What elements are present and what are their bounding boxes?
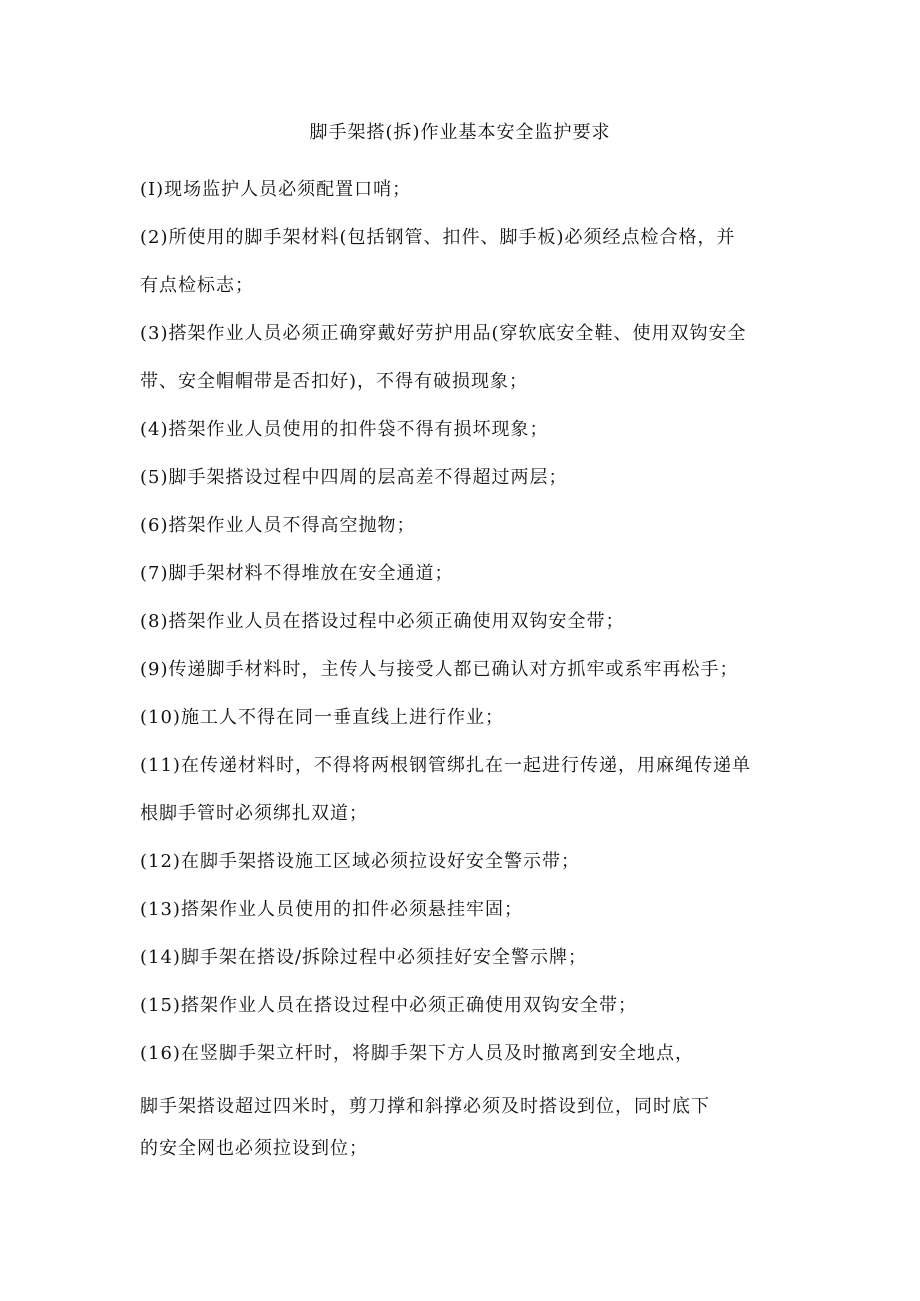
text-line-13: (11)在传递材料时，不得将两根钢管绑扎在一起进行传递，用麻绳传递单 (140, 755, 751, 776)
text-line-16: (13)搭架作业人员使用的扣件必须悬挂牢固； (140, 899, 523, 920)
text-line-3: 有点检标志； (140, 275, 254, 296)
text-line-9: (7)脚手架材料不得堆放在安全通道； (140, 563, 454, 584)
text-line-4: (3)搭架作业人员必须正确穿戴好劳护用品(穿软底安全鞋、使用双钩安全 (140, 323, 747, 344)
document-body (140, 166, 790, 1170)
text-line-14: 根脚手管时必须绑扎双道； (140, 803, 368, 824)
text-line-17: (14)脚手架在搭设/拆除过程中必须挂好安全警示牌； (140, 947, 588, 968)
text-line-1: (I)现场监护人员必须配置口哨； (140, 179, 412, 200)
text-line-2: (2)所使用的脚手架材料(包括钢管、扣件、脚手板)必须经点检合格，并 (140, 227, 736, 248)
text-line-8: (6)搭架作业人员不得高空抛物； (140, 515, 416, 536)
text-line-10: (8)搭架作业人员在搭设过程中必须正确使用双钩安全带； (140, 611, 625, 632)
text-line-19: (16)在竖脚手架立杆时，将脚手架下方人员及时撤离到安全地点， (140, 1043, 694, 1064)
text-line-12: (10)施工人不得在同一垂直线上进行作业； (140, 707, 504, 728)
text-line-5: 带、安全帽帽带是否扣好)，不得有破损现象； (140, 371, 529, 392)
document-title: 脚手架搭(拆)作业基本安全监护要求 (309, 122, 611, 143)
text-line-20: 脚手架搭设超过四米时，剪刀撑和斜撑必须及时搭设到位，同时底下 (140, 1096, 710, 1117)
text-line-15: (12)在脚手架搭设施工区域必须拉设好安全警示带； (140, 851, 580, 872)
text-line-11: (9)传递脚手材料时，主传人与接受人都已确认对方抓牢或系牢再松手； (140, 659, 739, 680)
text-line-6: (4)搭架作业人员使用的扣件袋不得有损坏现象； (140, 419, 549, 440)
text-line-18: (15)搭架作业人员在搭设过程中必须正确使用双钩安全带； (140, 995, 637, 1016)
text-line-21: 的安全网也必须拉设到位； (140, 1138, 368, 1159)
text-line-7: (5)脚手架搭设过程中四周的层高差不得超过两层； (140, 467, 568, 488)
